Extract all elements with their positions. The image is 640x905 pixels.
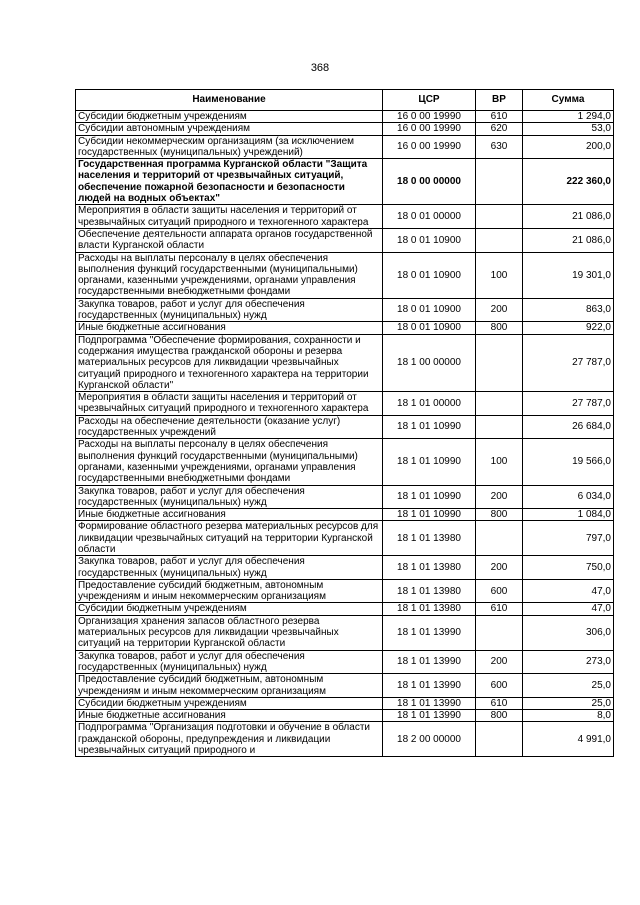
row-vr-cell: 200 (476, 298, 523, 322)
table-row (76, 697, 614, 709)
row-name-cell: Субсидии бюджетным учреждениям (76, 697, 383, 709)
row-sum-cell: 863,0 (523, 298, 614, 322)
row-sum-cell: 200,0 (523, 135, 614, 159)
row-vr-cell: 800 (476, 509, 523, 521)
row-vr-cell: 600 (476, 579, 523, 603)
row-vr-cell: 800 (476, 322, 523, 334)
table-row (76, 334, 614, 391)
row-name-cell: Мероприятия в области защиты населения и территорий от чрезвычайных ситуаций природного и техногенного характера (76, 205, 383, 229)
table-row (76, 674, 614, 698)
table-row (76, 228, 614, 252)
row-name-cell: Расходы на выплаты персоналу в целях обеспечения выполнения функций государственными (муниципальными) органами, казенными учреждениями, органами управления государственными внебюджетными фондами (76, 439, 383, 485)
row-name-cell: Расходы на выплаты персоналу в целях обеспечения выполнения функций государственными (муниципальными) органами, казенными учреждениями, органами управления государственными внебюджетными фондами (76, 252, 383, 298)
row-csr-cell: 18 0 01 10900 (383, 252, 476, 298)
row-vr-cell (476, 722, 523, 757)
row-sum-cell: 797,0 (523, 521, 614, 556)
table-row (76, 710, 614, 722)
row-vr-cell: 200 (476, 650, 523, 674)
table-row (76, 322, 614, 334)
row-csr-cell: 18 0 01 10900 (383, 298, 476, 322)
row-csr-cell: 18 1 01 10990 (383, 415, 476, 439)
row-vr-cell: 630 (476, 135, 523, 159)
table-row (76, 509, 614, 521)
row-sum-cell: 25,0 (523, 674, 614, 698)
row-sum-cell: 1 294,0 (523, 111, 614, 123)
row-csr-cell: 18 1 01 10990 (383, 485, 476, 509)
row-sum-cell: 1 084,0 (523, 509, 614, 521)
table-row (76, 579, 614, 603)
row-name-cell: Закупка товаров, работ и услуг для обеспечения государственных (муниципальных) нужд (76, 298, 383, 322)
table-body (76, 111, 614, 757)
budget-table (75, 89, 614, 757)
row-vr-cell: 200 (476, 485, 523, 509)
row-sum-cell: 750,0 (523, 556, 614, 580)
row-sum-cell: 222 360,0 (523, 159, 614, 205)
row-csr-cell: 18 1 01 13980 (383, 603, 476, 615)
header-name: Наименование (76, 90, 383, 111)
row-csr-cell: 18 1 01 13990 (383, 615, 476, 650)
table-row (76, 650, 614, 674)
row-vr-cell: 610 (476, 111, 523, 123)
header-csr: ЦСР (383, 90, 476, 111)
row-name-cell: Субсидии бюджетным учреждениям (76, 111, 383, 123)
row-csr-cell: 18 1 01 10990 (383, 439, 476, 485)
row-vr-cell: 200 (476, 556, 523, 580)
row-vr-cell: 620 (476, 123, 523, 135)
table-row (76, 615, 614, 650)
row-sum-cell: 19 301,0 (523, 252, 614, 298)
row-csr-cell: 18 1 01 10990 (383, 509, 476, 521)
row-name-cell: Иные бюджетные ассигнования (76, 322, 383, 334)
row-csr-cell: 16 0 00 19990 (383, 111, 476, 123)
row-vr-cell: 800 (476, 710, 523, 722)
row-csr-cell: 18 1 01 13990 (383, 674, 476, 698)
row-name-cell: Субсидии бюджетным учреждениям (76, 603, 383, 615)
row-csr-cell: 18 0 01 00000 (383, 205, 476, 229)
row-csr-cell: 18 1 01 13980 (383, 556, 476, 580)
table-row (76, 439, 614, 485)
row-vr-cell: 600 (476, 674, 523, 698)
row-sum-cell: 47,0 (523, 603, 614, 615)
table-row (76, 556, 614, 580)
table-row (76, 135, 614, 159)
row-sum-cell: 21 086,0 (523, 228, 614, 252)
row-sum-cell: 4 991,0 (523, 722, 614, 757)
row-csr-cell: 16 0 00 19990 (383, 135, 476, 159)
row-name-cell: Расходы на обеспечение деятельности (оказание услуг) государственных учреждений (76, 415, 383, 439)
row-name-cell: Государственная программа Курганской области "Защита населения и территорий от чрезвычайных ситуаций, обеспечение пожарной безопасности и безопасности людей на водных объектах" (76, 159, 383, 205)
row-name-cell: Обеспечение деятельности аппарата органов государственной власти Курганской области (76, 228, 383, 252)
row-name-cell: Субсидии некоммерческим организациям (за исключением государственных (муниципальных) учреждений) (76, 135, 383, 159)
row-sum-cell: 306,0 (523, 615, 614, 650)
row-vr-cell (476, 521, 523, 556)
header-sum: Сумма (523, 90, 614, 111)
table-row (76, 123, 614, 135)
row-sum-cell: 25,0 (523, 697, 614, 709)
row-name-cell: Иные бюджетные ассигнования (76, 710, 383, 722)
row-csr-cell: 18 1 01 00000 (383, 392, 476, 416)
table-row (76, 111, 614, 123)
row-vr-cell (476, 615, 523, 650)
row-sum-cell: 26 684,0 (523, 415, 614, 439)
row-name-cell: Формирование областного резерва материальных ресурсов для ликвидации чрезвычайных ситуаций на территории Курганской области (76, 521, 383, 556)
row-vr-cell (476, 228, 523, 252)
page-number: 368 (310, 62, 330, 74)
row-vr-cell (476, 205, 523, 229)
row-csr-cell: 18 2 00 00000 (383, 722, 476, 757)
table-row (76, 722, 614, 757)
row-sum-cell: 27 787,0 (523, 334, 614, 391)
row-name-cell: Субсидии автономным учреждениям (76, 123, 383, 135)
table-row (76, 603, 614, 615)
row-sum-cell: 273,0 (523, 650, 614, 674)
row-name-cell: Закупка товаров, работ и услуг для обеспечения государственных (муниципальных) нужд (76, 650, 383, 674)
table-row (76, 521, 614, 556)
row-sum-cell: 19 566,0 (523, 439, 614, 485)
row-vr-cell: 100 (476, 439, 523, 485)
row-sum-cell: 53,0 (523, 123, 614, 135)
table-row (76, 205, 614, 229)
table-row (76, 392, 614, 416)
table-row (76, 252, 614, 298)
row-vr-cell (476, 392, 523, 416)
row-sum-cell: 8,0 (523, 710, 614, 722)
row-name-cell: Организация хранения запасов областного резерва материальных ресурсов для ликвидации чрезвычайных ситуаций на территории Курганской области (76, 615, 383, 650)
row-sum-cell: 922,0 (523, 322, 614, 334)
row-name-cell: Иные бюджетные ассигнования (76, 509, 383, 521)
row-name-cell: Предоставление субсидий бюджетным, автономным учреждениям и иным некоммерческим организациям (76, 579, 383, 603)
row-sum-cell: 6 034,0 (523, 485, 614, 509)
row-name-cell: Закупка товаров, работ и услуг для обеспечения государственных (муниципальных) нужд (76, 485, 383, 509)
table-row (76, 415, 614, 439)
row-csr-cell: 18 1 01 13990 (383, 697, 476, 709)
row-csr-cell: 18 1 01 13990 (383, 710, 476, 722)
row-name-cell: Подпрограмма "Организация подготовки и обучение в области гражданской обороны, предупреждения и ликвидации чрезвычайных ситуаций природного и (76, 722, 383, 757)
row-csr-cell: 18 0 01 10900 (383, 322, 476, 334)
table-row (76, 159, 614, 205)
row-name-cell: Закупка товаров, работ и услуг для обеспечения государственных (муниципальных) нужд (76, 556, 383, 580)
row-csr-cell: 18 0 01 10900 (383, 228, 476, 252)
row-name-cell: Предоставление субсидий бюджетным, автономным учреждениям и иным некоммерческим организациям (76, 674, 383, 698)
row-sum-cell: 47,0 (523, 579, 614, 603)
row-vr-cell (476, 415, 523, 439)
row-csr-cell: 16 0 00 19990 (383, 123, 476, 135)
row-csr-cell: 18 1 01 13980 (383, 579, 476, 603)
row-name-cell: Подпрограмма "Обеспечение формирования, сохранности и содержания имущества гражданской обороны и резерва материальных ресурсов для ликвидации чрезвычайных ситуаций природного и техногенного характера на территории Курганской области" (76, 334, 383, 391)
header-vr: ВР (476, 90, 523, 111)
row-vr-cell: 100 (476, 252, 523, 298)
row-csr-cell: 18 1 00 00000 (383, 334, 476, 391)
row-vr-cell: 610 (476, 697, 523, 709)
row-name-cell: Мероприятия в области защиты населения и территорий от чрезвычайных ситуаций природного и техногенного характера (76, 392, 383, 416)
row-csr-cell: 18 0 00 00000 (383, 159, 476, 205)
row-csr-cell: 18 1 01 13990 (383, 650, 476, 674)
row-vr-cell (476, 159, 523, 205)
table-row (76, 298, 614, 322)
row-vr-cell (476, 334, 523, 391)
row-sum-cell: 27 787,0 (523, 392, 614, 416)
row-sum-cell: 21 086,0 (523, 205, 614, 229)
row-csr-cell: 18 1 01 13980 (383, 521, 476, 556)
table-row (76, 485, 614, 509)
row-vr-cell: 610 (476, 603, 523, 615)
table-header-row (76, 90, 614, 111)
